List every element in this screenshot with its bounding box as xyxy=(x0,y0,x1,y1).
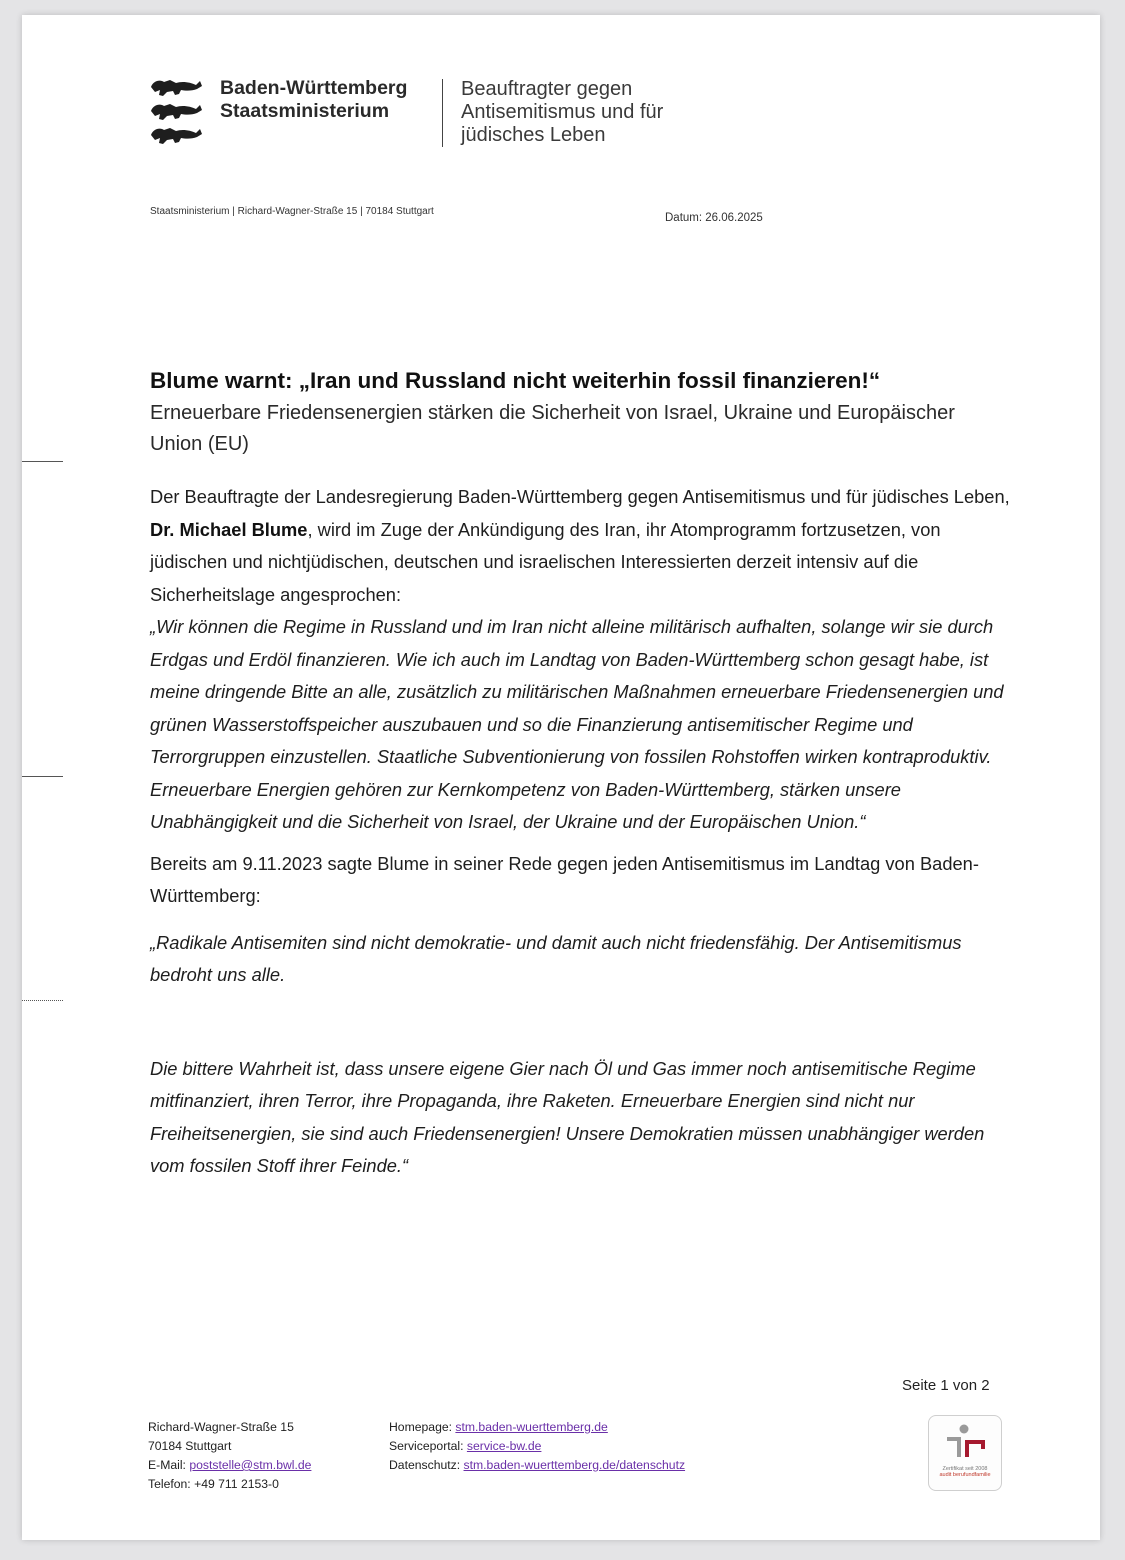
page-number: Seite 1 von 2 xyxy=(902,1377,990,1394)
context-paragraph: Bereits am 9.11.2023 sagte Blume in seiner Rede gegen jeden Antisemitismus im Landtag von Baden-Württemberg: xyxy=(150,852,979,906)
homepage-label: Homepage: xyxy=(389,1420,456,1434)
office-name xyxy=(461,78,721,147)
document-page xyxy=(22,15,1100,1540)
fold-mark-bottom xyxy=(22,1000,63,1001)
office-name-line-2: Antisemitismus und für xyxy=(461,101,664,123)
footer-phone: Telefon: +49 711 2153-0 xyxy=(148,1477,279,1491)
footer-links-block xyxy=(389,1418,685,1475)
datenschutz-link[interactable]: stm.baden-wuerttemberg.de/datenschutz xyxy=(463,1458,686,1472)
intro-paragraph xyxy=(150,481,1012,611)
quote-paragraph-1: „Wir können die Regime in Russland und im Iran nicht alleine militärisch aufhalten, solange wir sie durch Erdgas und Erdöl finanzieren. Wie ich auch im Landtag von Baden-Württemberg schon gesagt habe, ist meine dringende Bitte an alle, zusätzlich zu militärischen Maßnahmen erneuerbare Friedensenergien und grünen Wasserstoffspeicher auszubauen und so die Finanzierung antisemitischer Regime und Terrorgruppen einzustellen. Staatliche Subventionierung von fossilen Rohstoffen wirken kontraproduktiv. Erneuerbare Energien gehören zur Kernkompetenz von Baden-Württemberg, stärken unsere Unabhängigkeit und die Sicherheit von Israel, der Ukraine und der Europäischen Union.“ xyxy=(150,616,1004,832)
footer-email xyxy=(148,1456,311,1475)
intro-text-before: Der Beauftragte der Landesregierung Baden-Württemberg gegen Antisemitismus und für jüdisches Leben, xyxy=(150,486,1010,507)
sender-address-line: Staatsministerium | Richard-Wagner-Straße 15 | 70184 Stuttgart xyxy=(150,206,434,217)
certificate-caption-line-1: Zertifikat seit 2008 xyxy=(942,1466,988,1472)
certificate-caption-line-2: audit berufundfamilie xyxy=(939,1472,991,1478)
email-label: E-Mail: xyxy=(148,1458,190,1472)
serviceportal-link[interactable]: service-bw.de xyxy=(466,1439,542,1453)
datenschutz-label: Datenschutz: xyxy=(389,1458,464,1472)
quote-paragraph-2: „Radikale Antisemiten sind nicht demokratie- und damit auch nicht friedensfähig. Der Antisemitismus bedroht uns alle. xyxy=(150,931,962,985)
footer-datenschutz xyxy=(389,1456,685,1475)
office-name-line-3: jüdisches Leben xyxy=(461,124,606,146)
office-name-line-1: Beauftragter gegen xyxy=(461,78,633,100)
footer-street: Richard-Wagner-Straße 15 xyxy=(148,1420,294,1434)
serviceportal-label: Serviceportal: xyxy=(389,1439,467,1453)
org-name-line-1: Baden-Württemberg xyxy=(220,77,408,99)
fold-mark-top xyxy=(22,461,63,462)
punch-mark xyxy=(22,776,63,777)
subheadline: Erneuerbare Friedensenergien stärken die Sicherheit von Israel, Ukraine und Europäischer Union (EU) xyxy=(150,402,955,455)
footer-address-block xyxy=(148,1418,311,1494)
audit-berufundfamilie-certificate-logo xyxy=(928,1415,1002,1491)
footer-city: 70184 Stuttgart xyxy=(148,1439,232,1453)
email-link[interactable]: poststelle@stm.bwl.de xyxy=(189,1458,312,1472)
footer-serviceportal xyxy=(389,1437,685,1456)
person-name: Dr. Michael Blume xyxy=(150,518,308,540)
quote-paragraph-3: Die bittere Wahrheit ist, dass unsere eigene Gier nach Öl und Gas immer noch antisemitische Regime mitfinanziert, ihren Terror, ihre Propaganda, ihre Raketen. Erneuerbare Energien sind nicht nur Freiheitsenergien, sie sind auch Friedensenergien! Unsere Demokratien müssen unabhängiger werden vom fossilen Stoff ihrer Feinde.“ xyxy=(150,1057,985,1176)
document-date: Datum: 26.06.2025 xyxy=(665,212,763,224)
three-lions-coat-of-arms-icon xyxy=(148,77,204,149)
homepage-link[interactable]: stm.baden-wuerttemberg.de xyxy=(455,1420,608,1434)
organization-name xyxy=(220,77,450,123)
certificate-emblem-icon xyxy=(929,1416,1001,1464)
intro-text-after: , wird im Zuge der Ankündigung des Iran, ihr Atomprogramm fortzusetzen, von jüdischen und nichtjüdischen, deutschen und israelischen Interessierten derzeit intensiv auf die Sicherheitslage angesprochen: xyxy=(150,518,941,605)
letterhead-divider xyxy=(442,79,443,147)
headline: Blume warnt: „Iran und Russland nicht weiterhin fossil finanzieren!“ xyxy=(150,368,881,393)
footer-homepage xyxy=(389,1418,685,1437)
certificate-caption xyxy=(933,1466,997,1478)
org-name-line-2: Staatsministerium xyxy=(220,100,390,122)
main-content xyxy=(150,364,1012,1183)
